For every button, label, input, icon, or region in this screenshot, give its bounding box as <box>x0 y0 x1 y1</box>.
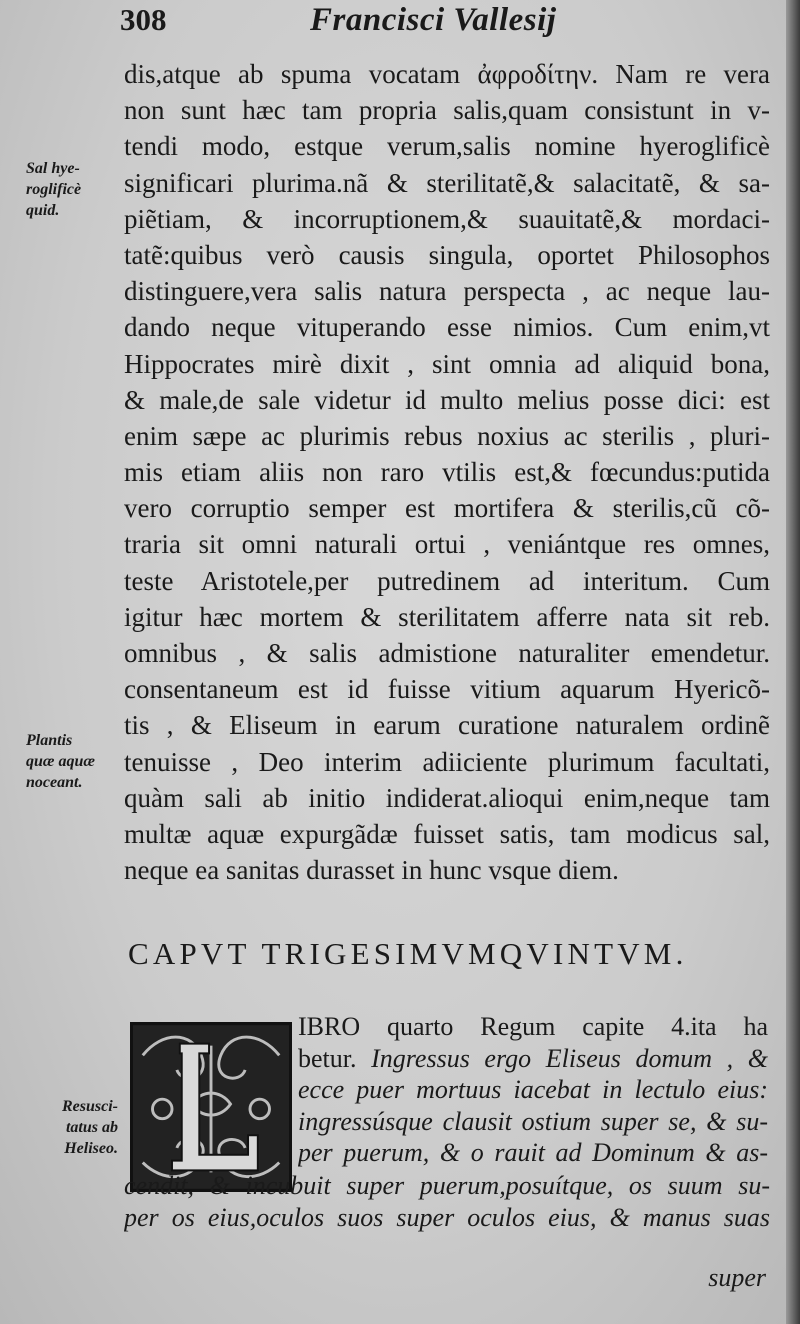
running-title: Francisci Vallesij <box>310 2 557 38</box>
page-number: 308 <box>120 2 167 37</box>
text-line: distinguere,vera salis natura perspecta , ac neque lau- <box>124 276 770 307</box>
marginal-note-line: tatus ab <box>65 1119 118 1136</box>
marginal-note-line: quæ aquæ <box>26 753 95 770</box>
text-italic: per puerum, & o rauit ad Dominum & as- <box>298 1138 768 1167</box>
text-line: omnibus , & salis admistione naturaliter emendetur. <box>124 638 770 668</box>
main-text-block <box>124 56 770 888</box>
text-line: per os eius,oculos suos super oculos eius, & manus suas <box>124 1202 770 1232</box>
text-italic: Ingressus ergo Eliseus domum , & <box>371 1043 768 1073</box>
text-line: Hippocrates mirè dixit , sint omnia ad aliquid bona, <box>124 348 770 379</box>
chapter-heading: CAPVT TRIGESIMVMQVINTVM. <box>128 936 688 971</box>
text-line: significari plurima.nã & sterilitatẽ,& salacitatẽ, & sa- <box>124 167 770 198</box>
decorated-initial-letter-l <box>130 1022 292 1192</box>
text-line: traria sit omni naturali ortui , veniántque res omnes, <box>124 529 770 560</box>
marginal-note-sal <box>26 158 118 221</box>
text-line: vero corruptio semper est mortifera & sterilis,cũ cõ- <box>124 493 770 524</box>
catchword: super <box>708 1263 766 1292</box>
text-italic: ingressúsque clausit ostium super se, & su- <box>298 1106 768 1136</box>
text-line: non sunt hæc tam propria salis,quam consistunt in v- <box>124 95 770 126</box>
text-line: cendit, & incubuit super puerum,posuítque, os suum su- <box>124 1171 770 1200</box>
text-roman: IBRO quarto Regum capite 4.ita ha <box>298 1012 768 1041</box>
marginal-note-line: Plantis <box>26 732 73 749</box>
ornament-icon <box>133 1025 289 1189</box>
text-line: quàm sali ab initio indiderat.alioqui enim,neque tam <box>124 782 770 813</box>
chapter-opening-text <box>298 1011 768 1169</box>
chapter-continuation-text <box>124 1170 770 1233</box>
text-line: piẽtiam, & incorruptionem,& suauitatẽ,& mordaci- <box>124 203 770 234</box>
marginal-note-line: roglificè <box>26 181 82 198</box>
text-line: dando neque vituperando esse nimios. Cum enim,vt <box>124 312 770 343</box>
text-line: mis etiam aliis non raro vtilis est,& fœcundus:putida <box>124 457 770 488</box>
text-line: tendi modo, estque verum,salis nomine hyeroglificè <box>124 131 770 162</box>
marginal-note-line: Sal hye- <box>26 160 80 177</box>
text-line: & male,de sale videtur id multo melius posse dici: est <box>124 384 770 415</box>
marginal-note-plantis <box>26 730 118 793</box>
text-line: enim sæpe ac plurimis rebus noxius ac sterilis , pluri- <box>124 420 770 451</box>
text-line <box>298 1137 768 1169</box>
text-line: tenuisse , Deo interim adiiciente plurimum facultati, <box>124 746 770 777</box>
text-line: tatẽ:quibus verò causis singula, oportet Philosophos <box>124 239 770 270</box>
page-header <box>120 2 760 46</box>
text-line: teste Aristotele,per putredinem ad interitum. Cum <box>124 565 770 596</box>
text-roman: betur. <box>298 1043 372 1073</box>
text-italic: ecce puer mortuus iacebat in lectulo eius: <box>298 1075 768 1104</box>
text-line <box>298 1011 768 1043</box>
text-line <box>298 1106 768 1138</box>
marginal-note-line: quid. <box>26 202 60 219</box>
text-line <box>298 1074 768 1106</box>
text-line: consentaneum est id fuisse vitium aquarum Hyericõ- <box>124 674 770 705</box>
marginal-note-line: Heliseo. <box>64 1140 118 1157</box>
page-edge-shadow <box>786 0 800 1324</box>
marginal-note-resuscitatus <box>26 1096 118 1159</box>
marginal-note-line: Resusci- <box>62 1098 118 1115</box>
text-line <box>298 1043 768 1075</box>
marginal-note-line: noceant. <box>26 774 83 791</box>
text-line: multæ aquæ expurgãdæ fuisset satis, tam modicus sal, <box>124 818 770 849</box>
text-line: neque ea sanitas durasset in hunc vsque diem. <box>124 855 619 886</box>
text-line: tis , & Eliseum in earum curatione naturalem ordinẽ <box>124 710 770 741</box>
text-line: igitur hæc mortem & sterilitatem afferre nata sit reb. <box>124 601 770 632</box>
text-line: dis,atque ab spuma vocatam ἀφροδίτην. Nam re vera <box>124 59 770 89</box>
